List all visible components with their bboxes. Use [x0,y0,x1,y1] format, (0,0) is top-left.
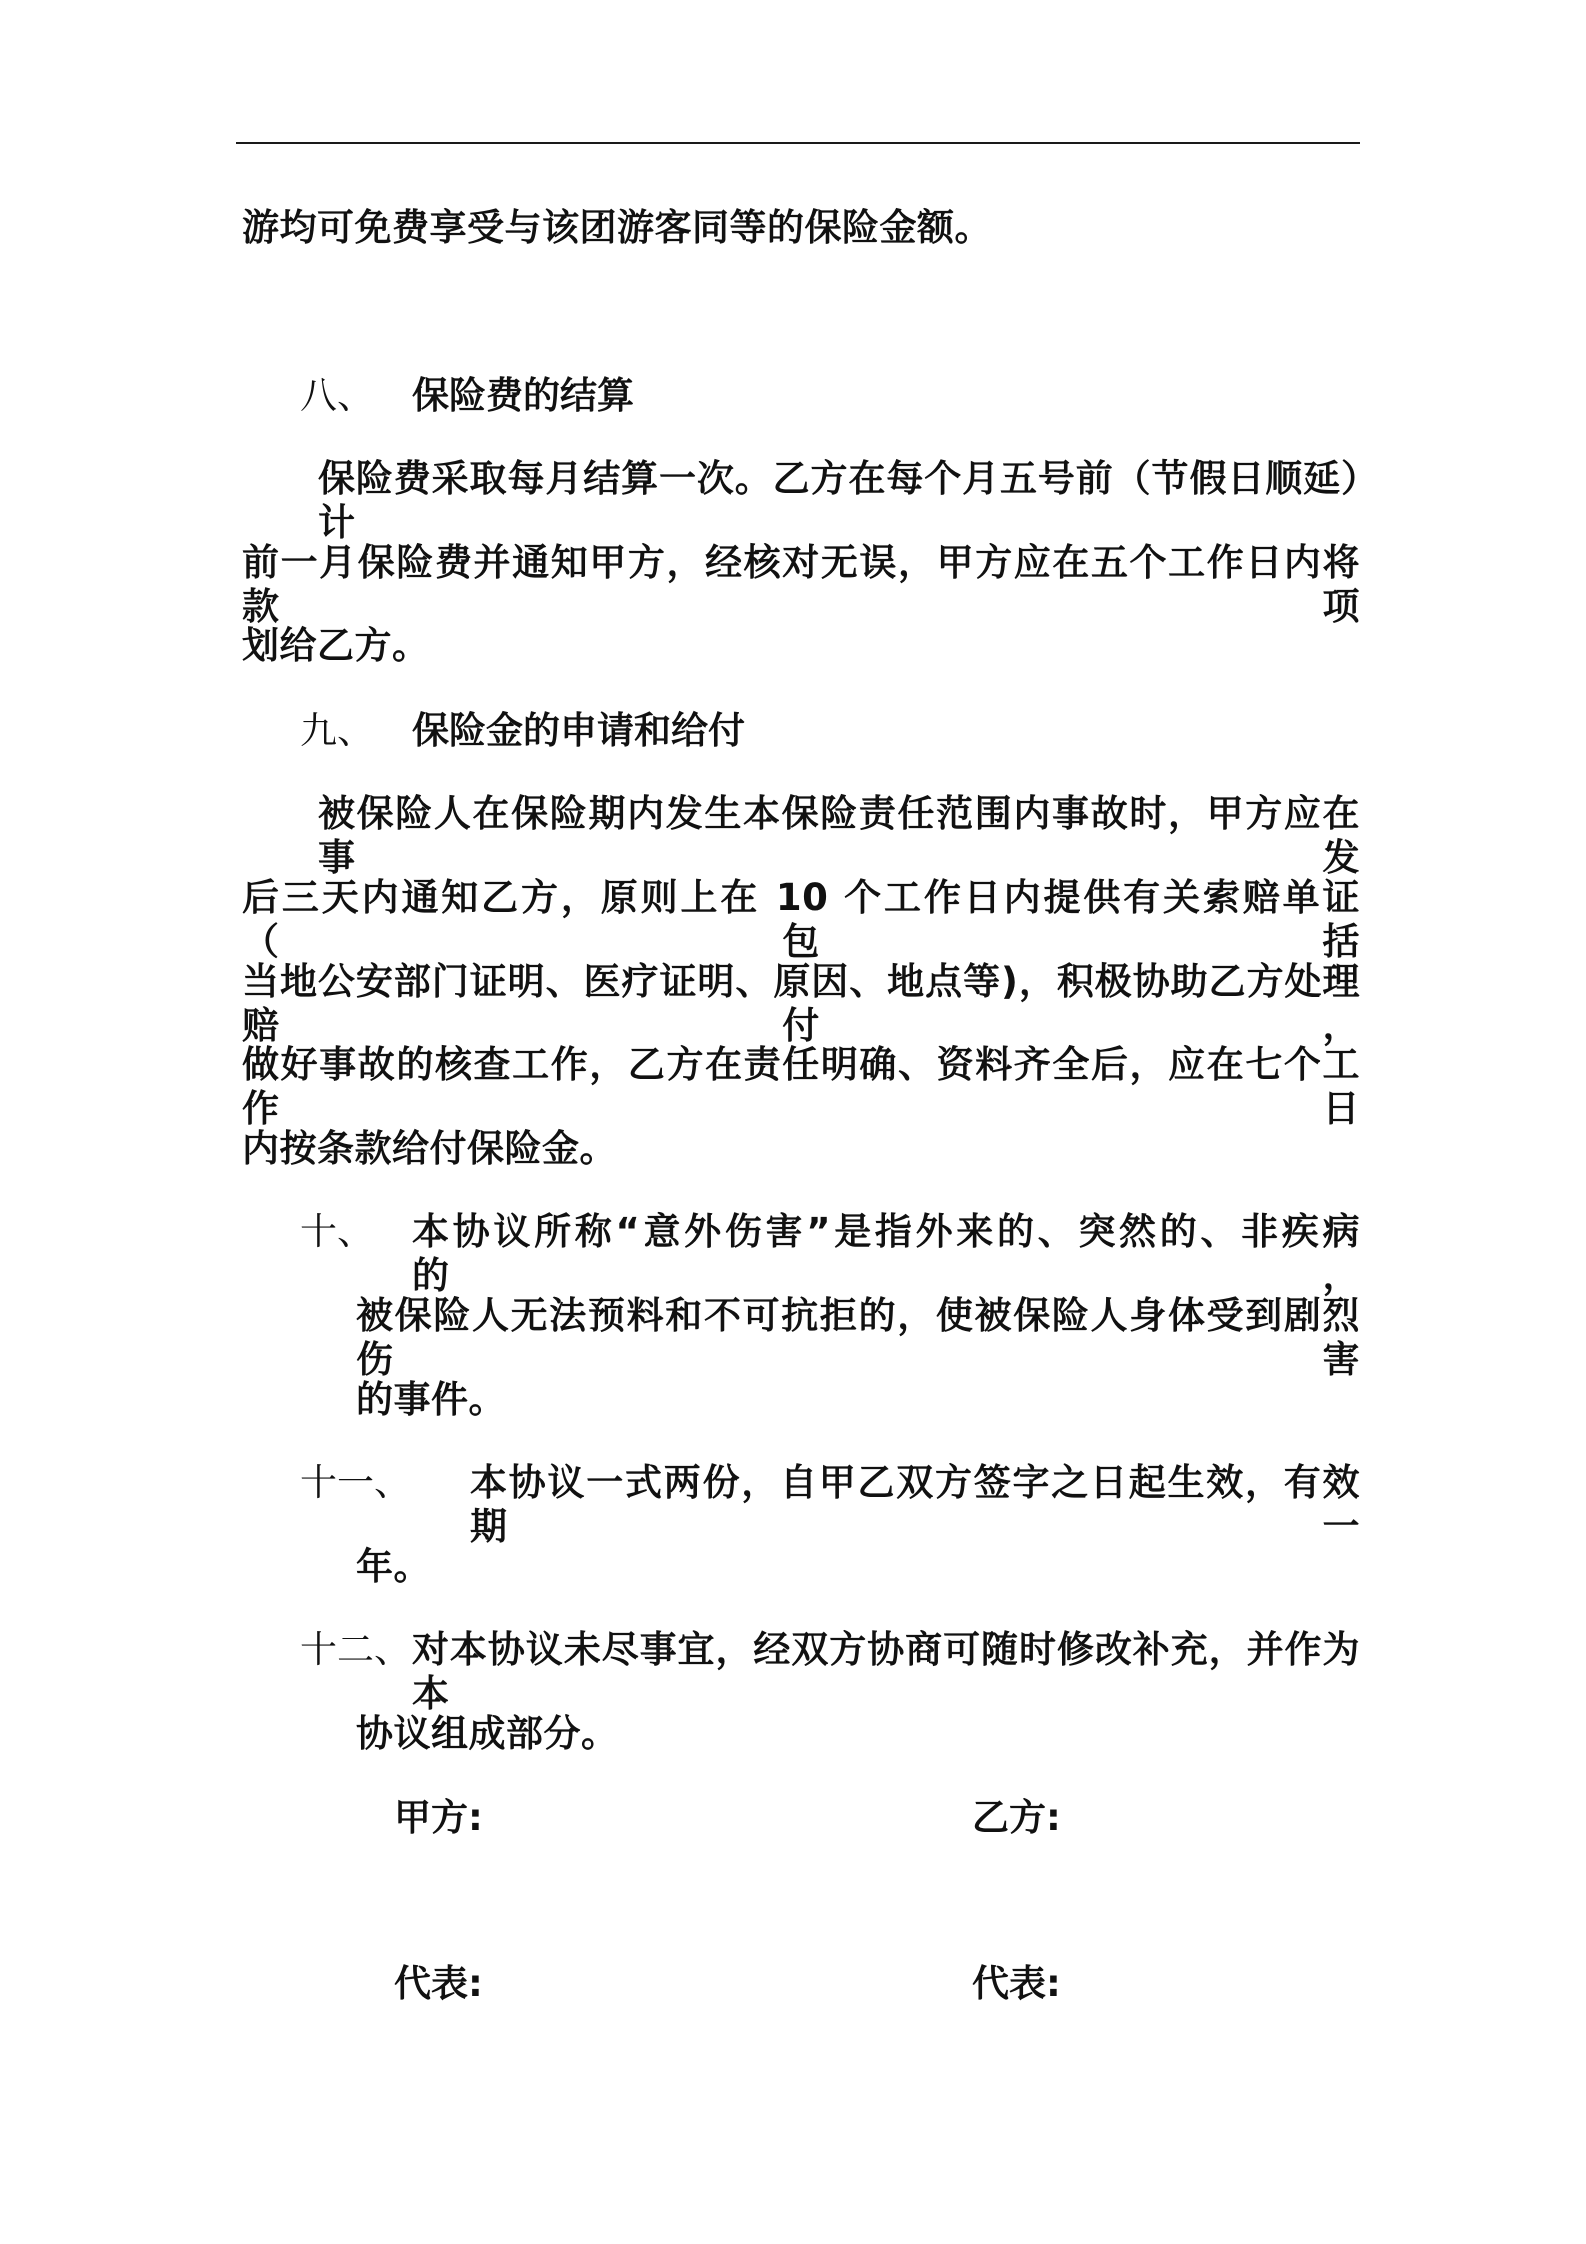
representative-a-label: 代表: [394,1962,483,2005]
section-8-line-1: 保险费采取每月结算一次。乙方在每个月五号前（节假日顺延）计 [318,457,1360,544]
section-12-number: 十二、 [300,1628,411,1671]
section-10-number: 十、 [300,1210,374,1253]
section-9-number: 九、 [300,709,374,752]
section-11-line-2: 年。 [356,1545,431,1588]
section-11-line-1: 本协议一式两份，自甲乙双方签字之日起生效，有效期一 [470,1461,1360,1548]
section-8-title: 保险费的结算 [412,374,634,417]
section-10-line-3: 的事件。 [356,1378,506,1421]
section-9-line-1: 被保险人在保险期内发生本保险责任范围内事故时，甲方应在事发 [318,792,1360,879]
section-9-title: 保险金的申请和给付 [412,709,745,752]
section-8-line-2: 前一月保险费并通知甲方，经核对无误，甲方应在五个工作日内将款项 [242,541,1360,628]
continuation-text: 游均可免费享受与该团游客同等的保险金额。 [242,206,992,249]
section-9-line-4: 做好事故的核查工作，乙方在责任明确、资料齐全后，应在七个工作日 [242,1043,1360,1130]
section-9-line-3: 当地公安部门证明、医疗证明、原因、地点等)，积极协助乙方处理赔付， [242,960,1360,1047]
section-9-line-2: 后三天内通知乙方，原则上在 10 个工作日内提供有关索赔单证（包括 [242,876,1360,963]
section-12-line-1: 对本协议未尽事宜，经双方协商可随时修改补充，并作为本 [412,1628,1360,1715]
section-8-line-3: 划给乙方。 [242,624,430,667]
section-10-line-2: 被保险人无法预料和不可抗拒的，使被保险人身体受到剧烈伤害 [356,1294,1360,1381]
section-10-line-1: 本协议所称“意外伤害”是指外来的、突然的、非疾病的， [412,1210,1360,1297]
section-11-number: 十一、 [300,1461,411,1504]
party-a-label: 甲方: [394,1796,483,1839]
representative-b-label: 代表: [972,1962,1061,2005]
section-9-line-5: 内按条款给付保险金。 [242,1127,617,1170]
party-b-label: 乙方: [972,1796,1061,1839]
section-8-number: 八、 [300,374,374,417]
section-12-line-2: 协议组成部分。 [356,1712,619,1755]
header-rule [236,142,1360,144]
